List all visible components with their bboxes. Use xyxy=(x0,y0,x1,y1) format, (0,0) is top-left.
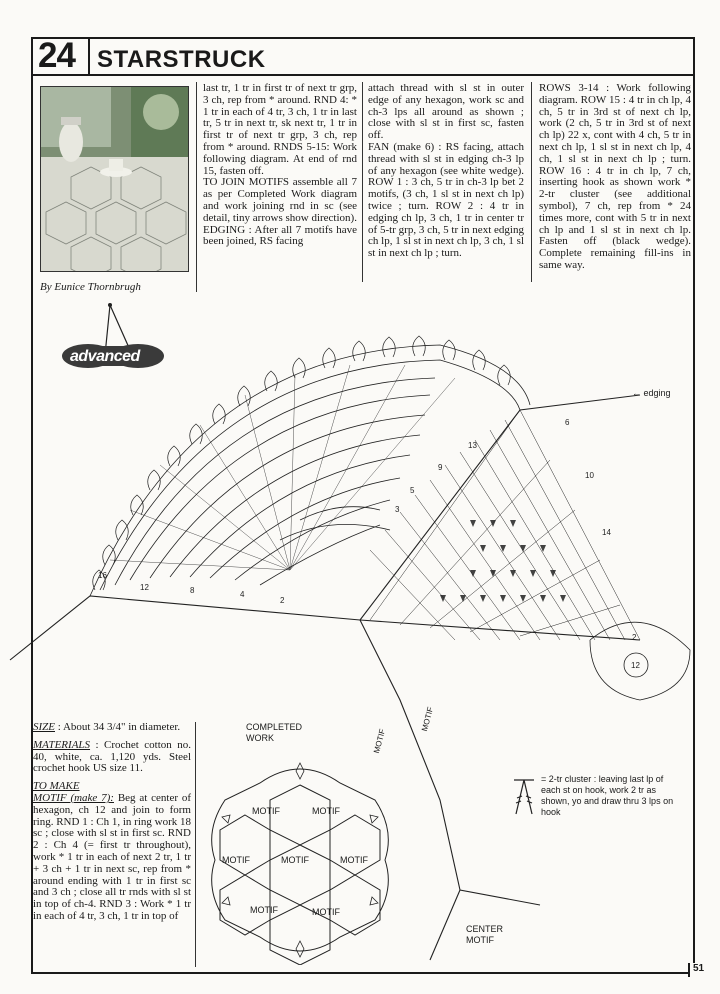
row-number: 3 xyxy=(395,505,400,514)
hex-motif-label: MOTIF xyxy=(340,855,368,865)
instructions-column-1 xyxy=(203,83,357,248)
product-photo xyxy=(40,86,189,272)
hex-motif-label: MOTIF xyxy=(281,855,309,865)
pattern-number: 24 xyxy=(38,36,75,75)
instruction-paragraph: attach thread with sl st in outer edge of any hexagon, work sc and ch-3 lps all around as shown ; close with sl st in first sc, fasten off. xyxy=(368,82,524,142)
pattern-title: STARSTRUCK xyxy=(97,46,266,73)
center-motif-label-line: MOTIF xyxy=(466,935,494,945)
instruction-paragraph: TO JOIN MOTIFS assemble all 7 as per Completed Work diagram and work joining rnd in sc (see detail, tiny arrows show direction). xyxy=(203,176,357,224)
instruction-paragraph: EDGING : After all 7 motifs have been joined, RS facing xyxy=(203,223,357,248)
instructions-column-2 xyxy=(368,83,524,260)
row-number: 6 xyxy=(565,418,570,427)
row-number: 10 xyxy=(585,471,594,480)
instructions-column-3 xyxy=(539,83,691,272)
cluster-legend-text: = 2-tr cluster : leaving last lp of each st on hook, work 2 tr as shown, yo and draw thru 3 lps on hook xyxy=(541,774,674,817)
column-rule xyxy=(362,82,363,282)
row-number: 9 xyxy=(438,463,443,472)
row-number: 12 xyxy=(631,661,640,670)
size-text: About 34 3/4" in diameter. xyxy=(62,721,181,733)
hex-motif-label: MOTIF xyxy=(250,905,278,915)
hex-motif-label: MOTIF xyxy=(312,806,340,816)
motif-heading: MOTIF (make 7): xyxy=(33,791,114,804)
byline: By Eunice Thornbrugh xyxy=(40,281,141,293)
header-separator xyxy=(88,37,90,74)
cluster-symbol-icon xyxy=(512,776,536,818)
row-number: 12 xyxy=(140,583,149,592)
row-number: 8 xyxy=(190,586,195,595)
column-rule xyxy=(531,82,532,282)
instruction-paragraph: ROWS 3-14 : Work following diagram. ROW 15 : 4 tr in ch lp, 4 ch, 5 tr in 3rd st of next ch lp, work (2 ch, 5 tr in 3rd st of next ch lp) 22 x, cont with 4 ch, 5 tr in next ch lp, 1 sl st in next ch lp, 4 ch, 1 sl st in next ch lp ; turn. ROW 16 : 4 tr in ch lp, 7 ch, inserting hook as shown work * 2-tr cluster (see additional symbol), 7 ch, rep from * 24 times more, cont with 5 tr in next ch lp and 1 sl st in next ch lp. Fasten off (black wedge). Complete remaining fill-ins in same way. xyxy=(539,82,691,271)
row-number: 14 xyxy=(602,528,611,537)
row-number: 2 xyxy=(632,633,637,642)
row-number: 5 xyxy=(410,486,415,495)
row-number: 13 xyxy=(468,441,477,450)
page-number: 51 xyxy=(688,963,712,977)
column-rule xyxy=(196,82,197,292)
completed-work-title-line: COMPLETED xyxy=(246,722,303,732)
motif-instructions: Beg at center of hexagon, ch 12 and join to form ring. RND 1 : Ch 1, in ring work 18 sc ; close with sl st in first sc. RND 2 : Ch 4 (= first tr throughout), work * 1 tr in each of next 2 tr, 1 tr + 3 ch + 1 tr in next sc, rep from * around ending with 1 tr in first sc and 3 ch ; close all tr rnds with sl st in top of ch-4. RND 3 : Work * 1 tr in each of 4 tr, 3 ch, 1 tr in top of xyxy=(33,791,192,922)
hex-motif-label: MOTIF xyxy=(312,907,340,917)
materials-text: Crochet cotton no. 40, white, ca. 1,120 yds. Steel crochet hook US size 11. xyxy=(33,738,191,775)
completed-work-title-line: WORK xyxy=(246,733,274,743)
materials-column: SIZE : About 34 3/4" in diameter. MATERIALS : Crochet cotton no. 40, white, ca. 1,120 yds. Steel crochet hook US size 11. TO MAKE MOTIF (make 7): Beg at center of hexagon, ch 12 and join to form ring. RND 1 : Ch 1, in ring work 18 sc ; close with sl st in first sc. RND 2 : Ch 4 (= first tr throughout), work * 1 tr in each of next 2 tr, 1 tr + 3 ch + 1 tr in next sc, rep from * around ending with 1 tr in first sc and 3 ch ; close all tr rnds with sl st in top of ch-4. RND 3 : Work * 1 tr in each of 4 tr, 3 ch, 1 tr in top of xyxy=(33,721,192,922)
completed-work-title xyxy=(246,722,302,744)
row-number: 16 xyxy=(98,571,107,580)
instruction-paragraph: FAN (make 6) : RS facing, attach thread with sl st in edging ch-3 lp of any hexagon (see white wedge). ROW 1 : 3 ch, 5 tr in ch-3 lp bet 2 motifs, (3 ch, 1 sl st in next ch lp) twice ; turn. ROW 2 : 4 tr in edging ch lp, 3 ch, 1 tr in center tr of 5-tr grp, 3 ch, 5 tr in next edging ch lp, 1 sl st in next ch lp, 3 ch, 1 sl st in next ch lp ; turn. xyxy=(368,140,524,260)
size-heading: SIZE xyxy=(33,721,55,733)
motif-diagram-label: MOTIF xyxy=(372,727,388,755)
hex-motif-label: MOTIF xyxy=(222,855,250,865)
header-rule xyxy=(31,74,695,76)
center-motif-label xyxy=(466,924,503,946)
row-number: 2 xyxy=(280,596,285,605)
row-number: 4 xyxy=(240,590,245,599)
difficulty-label: advanced xyxy=(70,348,140,365)
materials-heading: MATERIALS xyxy=(33,738,91,751)
to-make-heading: TO MAKE xyxy=(33,780,80,793)
motif-diagram-label: MOTIF xyxy=(420,705,436,733)
edging-label: ← edging xyxy=(632,388,671,398)
center-motif-label-line: CENTER xyxy=(466,924,504,934)
hex-motif-label: MOTIF xyxy=(252,806,280,816)
column-rule xyxy=(195,722,196,967)
instruction-paragraph: last tr, 1 tr in first tr of next tr grp, 3 ch, rep from * around. RND 4: * 1 tr in each of 4 tr, 3 ch, 1 tr in last tr, 5 tr in next tr, sk next tr, 1 tr in first tr of next tr grp, 3 ch, rep from * around. RNDS 5-15: Work following diagram. At end of rnd 15, fasten off. xyxy=(203,82,357,177)
